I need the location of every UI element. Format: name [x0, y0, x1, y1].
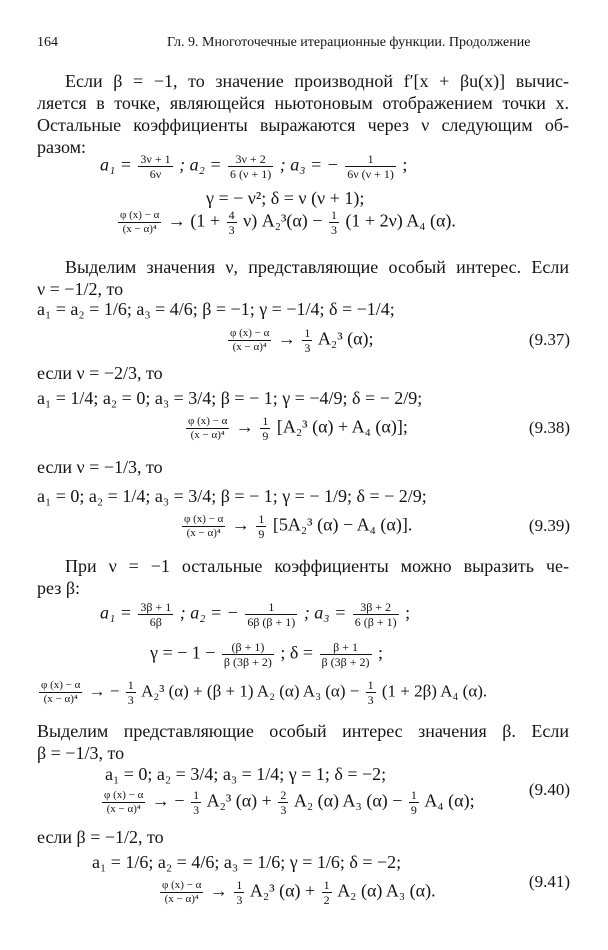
- fraction: $\frac{1}{3}$: [236, 878, 243, 907]
- fraction: $\frac{\varphi (x) - \alpha}{\text{(x − α)⁴}}$: [104, 789, 144, 815]
- equation-number: (9.39): [528, 516, 570, 535]
- text-line: если ν = −2/3, то: [37, 363, 163, 383]
- equation-number: (9.40): [528, 780, 570, 799]
- fraction: $\frac{1}{3}$: [304, 326, 311, 355]
- formula-coefficients-937: a₁ = a₂ = 1/6; a₃ = 4/6; β = −1; γ = −1/4; δ = −1/4;: [37, 299, 395, 319]
- fraction: $\frac{1}{3}$: [330, 208, 337, 237]
- formula-coefficients-941: a₁ = 1/6; a₂ = 4/6; a₃ = 1/6; γ = 1/6; δ = −2;: [92, 852, 402, 872]
- text-line: Выделим значения ν, представляющие особый интерес. Если: [65, 257, 569, 277]
- formula-limit-nu: $\frac{\varphi (x) - \alpha}{\text{(x − α)⁴}}$ → (1 + $\frac{4}{3}$ ν) A₂³(α) − $\frac{1}{3}$ (1 + 2ν) A₄ (α).: [120, 208, 456, 237]
- fraction: $\frac{\varphi (x) - \alpha}{\text{(x − α)⁴}}$: [120, 209, 160, 235]
- fraction: $\frac{\beta + 1}{\beta (3\beta + 2)}$: [321, 640, 370, 669]
- formula-coefficients-beta: a₁ = $\frac{3\beta + 1}{6\beta}$ ; a₂ = − $\frac{1}{6\beta (\beta + 1)}$ ; a₃ = $\frac{3\beta + 2}{6 (\beta + 1)}$ ;: [100, 600, 411, 629]
- paragraph-nu-one-third: [37, 456, 569, 478]
- paragraph-nu-two-thirds: [37, 362, 569, 384]
- formula-gamma-delta-nu: γ = − ν²; δ = ν (ν + 1);: [206, 188, 365, 208]
- fraction: $\frac{4}{3}$: [228, 208, 235, 237]
- formula-limit-beta: $\frac{\varphi (x) - \alpha}{\text{(x − α)⁴}}$ → − $\frac{1}{3}$ A₂³ (α) + (β + 1) A₂ (α) A₃ (α) − $\frac{1}{3}$ (1 + 2β) A₄ (α).: [41, 678, 488, 707]
- fraction: $\frac{3\nu + 2}{6 (\nu + 1)}$: [230, 152, 272, 181]
- fraction: $\frac{3\beta + 2}{6 (\beta + 1)}$: [354, 600, 397, 629]
- fraction: $\frac{\varphi (x) - \alpha}{\text{(x − α)⁴}}$: [230, 327, 270, 353]
- running-title: Гл. 9. Многоточечные итерационные функции. Продолжение: [167, 35, 531, 50]
- equation-number: (9.41): [528, 872, 570, 891]
- fraction: $\frac{1}{6\beta (\beta + 1)}$: [247, 600, 296, 629]
- fraction: $\frac{1}{3}$: [367, 678, 374, 707]
- formula-coefficients-939: a₁ = 0; a₂ = 1/4; a₃ = 3/4; β = − 1; γ = − 1/9; δ = − 2/9;: [37, 486, 427, 506]
- fraction: $\frac{\varphi (x) - \alpha}{\text{(x − α)⁴}}$: [188, 415, 228, 441]
- formula-coefficients-nu: a₁ = $\frac{3\nu + 1}{6\nu}$ ; a₂ = $\frac{3\nu + 2}{6 (\nu + 1)}$ ; a₃ = − $\frac{1}{6\nu (\nu + 1)}$ ;: [100, 152, 408, 181]
- equation-number: (9.38): [528, 418, 570, 437]
- fraction: $\frac{\varphi (x) - \alpha}{\text{(x − α)⁴}}$: [184, 513, 224, 539]
- fraction: $\frac{1}{9}$: [262, 414, 269, 443]
- text-line: Остальные коэффициенты выражаются через ν следующим об-: [37, 115, 569, 135]
- fraction: $\frac{1}{6\nu (\nu + 1)}$: [347, 152, 394, 181]
- fraction: $\frac{1}{9}$: [410, 788, 417, 817]
- text-line: если β = −1/2, то: [37, 827, 164, 847]
- paragraph-intro: [37, 70, 569, 158]
- formula-limit-939: $\frac{\varphi (x) - \alpha}{\text{(x − α)⁴}}$ → $\frac{1}{9}$ [5A₂³ (α) − A₄ (α)].: [184, 512, 413, 541]
- text-line: разом:: [37, 137, 87, 157]
- fraction: $\frac{3\nu + 1}{6\nu}$: [140, 152, 171, 181]
- fraction: $\frac{1}{2}$: [323, 878, 330, 907]
- text-line: β = −1/3, то: [37, 743, 125, 763]
- fraction: $\frac{(\beta + 1)}{\beta (3\beta + 2)}$: [223, 640, 272, 669]
- fraction: $\frac{1}{3}$: [127, 678, 134, 707]
- text-line: ν = −1/2, то: [37, 279, 124, 299]
- text-line: При ν = −1 остальные коэффициенты можно выразить че-: [65, 556, 569, 576]
- formula-limit-940: $\frac{\varphi (x) - \alpha}{\text{(x − α)⁴}}$ → − $\frac{1}{3}$ A₂³ (α) + $\frac{2}{3}$ A₂ (α) A₃ (α) − $\frac{1}{9}$ A₄ (α);: [104, 788, 475, 817]
- fraction: $\frac{3\beta + 1}{6\beta}$: [140, 600, 172, 629]
- formula-gamma-delta-beta: γ = − 1 − $\frac{(\beta + 1)}{\beta (3\beta + 2)}$ ; δ = $\frac{\beta + 1}{\beta (3\beta + 2)}$ ;: [150, 640, 384, 669]
- formula-limit-937: $\frac{\varphi (x) - \alpha}{\text{(x − α)⁴}}$ → $\frac{1}{3}$ A₂³ (α);: [230, 326, 374, 355]
- page-number: 164: [37, 35, 58, 50]
- formula-coefficients-938: a₁ = 1/4; a₂ = 0; a₃ = 3/4; β = − 1; γ = −4/9; δ = − 2/9;: [37, 388, 423, 408]
- formula-limit-938: $\frac{\varphi (x) - \alpha}{\text{(x − α)⁴}}$ → $\frac{1}{9}$ [A₂³ (α) + A₄ (α)];: [188, 414, 408, 443]
- text-line: если ν = −1/3, то: [37, 457, 163, 477]
- text-line: Выделим представляющие особый интерес значения β. Если: [37, 721, 569, 741]
- formula-coefficients-940: a₁ = 0; a₂ = 3/4; a₃ = 1/4; γ = 1; δ = −2;: [105, 764, 387, 784]
- paragraph-beta-half: [37, 826, 569, 848]
- paragraph-nu-minus-one: [37, 555, 569, 599]
- equation-number: (9.37): [528, 330, 570, 349]
- paragraph-beta-values: [37, 720, 569, 764]
- fraction: $\frac{1}{9}$: [258, 512, 265, 541]
- fraction: $\frac{1}{3}$: [193, 788, 200, 817]
- fraction: $\frac{\varphi (x) - \alpha}{\text{(x − α)⁴}}$: [162, 879, 202, 905]
- text-line: Если β = −1, то значение производной f′[x + βu(x)] вычис-: [65, 71, 569, 91]
- fraction: $\frac{\varphi (x) - \alpha}{\text{(x − α)⁴}}$: [41, 679, 81, 705]
- text-line: ляется в точке, являющейся ньютоновым отображением точки x.: [37, 93, 569, 113]
- formula-limit-941: $\frac{\varphi (x) - \alpha}{\text{(x − α)⁴}}$ → $\frac{1}{3}$ A₂³ (α) + $\frac{1}{2}$ A₂ (α) A₃ (α).: [162, 878, 436, 907]
- text-line: рез β:: [37, 578, 80, 598]
- paragraph-nu-values: [37, 256, 569, 300]
- fraction: $\frac{2}{3}$: [280, 788, 287, 817]
